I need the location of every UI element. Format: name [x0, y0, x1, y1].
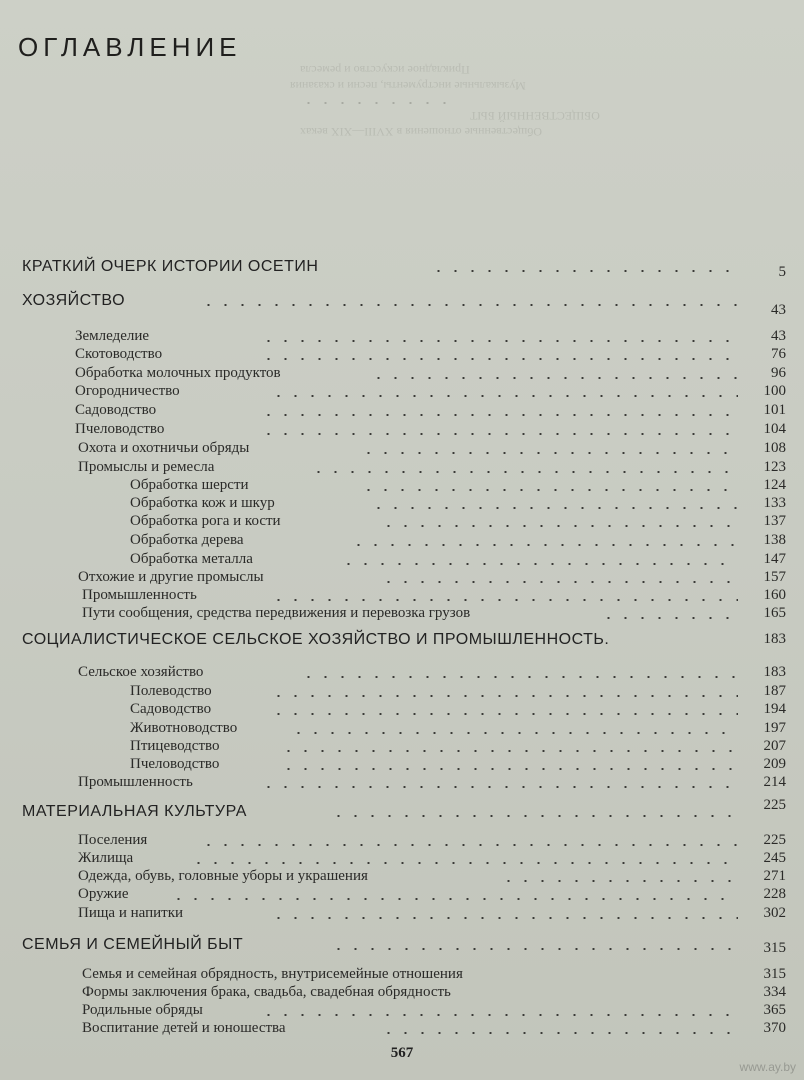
toc-section [0, 936, 804, 956]
toc-entry [0, 720, 804, 740]
toc-entry-page: 315 [763, 966, 786, 982]
toc-entry-title: Садоводство [75, 402, 157, 418]
toc-entry-title: СЕМЬЯ И СЕМЕЙНЫЙ БЫТ [22, 936, 244, 953]
toc-entry-title: Пути сообщения, средства передвижения и перевозка грузов [82, 605, 471, 621]
toc-entry-page: 160 [763, 587, 786, 603]
dot-leader [430, 270, 740, 272]
toc-entry-page: 137 [763, 513, 786, 529]
toc-entry-page: 207 [763, 738, 786, 754]
dot-leader [350, 544, 738, 546]
toc-entry-page: 194 [763, 701, 786, 717]
toc-entry [0, 440, 804, 460]
toc-entry-page: 43 [771, 302, 786, 318]
toc-entry-title: Обработка рога и кости [130, 513, 281, 529]
dot-leader [300, 676, 738, 678]
toc-entry-page: 5 [778, 264, 786, 280]
toc-entry-title: Обработка дерева [130, 532, 244, 548]
toc-section [0, 258, 804, 278]
dot-leader [600, 617, 738, 619]
toc-entry-title: КРАТКИЙ ОЧЕРК ИСТОРИИ ОСЕТИН [22, 258, 319, 275]
toc-entry-page: 165 [763, 605, 786, 621]
toc-entry-title: Промышленность [82, 587, 197, 603]
dot-leader [380, 1032, 738, 1034]
toc-entry-page: 100 [763, 383, 786, 399]
toc-entry-title: Садоводство [130, 701, 212, 717]
dot-leader [270, 395, 738, 397]
toc-entry-title: Жилища [78, 850, 134, 866]
toc-entry [0, 605, 804, 625]
toc-entry-title: МАТЕРИАЛЬНАЯ КУЛЬТУРА [22, 803, 247, 820]
toc-entry [0, 328, 804, 348]
bleed-through-text: ОБЩЕСТВЕННЫЙ БЫТ [470, 109, 600, 123]
dot-leader [270, 599, 738, 601]
toc-entry-page: 225 [763, 832, 786, 848]
toc-entry-page: 214 [763, 774, 786, 790]
bleed-through-text: Прикладное искусство и ремесла [300, 63, 470, 77]
toc-entry-title: Воспитание детей и юношества [82, 1020, 286, 1036]
toc-entry-title: Огородничество [75, 383, 180, 399]
toc-entry [0, 569, 804, 589]
toc-entry-title: Отхожие и другие промыслы [78, 569, 264, 585]
toc-entry [0, 832, 804, 852]
toc-entry [0, 868, 804, 888]
toc-entry-page: 334 [763, 984, 786, 1000]
toc-entry-page: 138 [763, 532, 786, 548]
dot-leader [360, 489, 738, 491]
toc-entry-page: 101 [763, 402, 786, 418]
toc-entry [0, 774, 804, 794]
toc-entry [0, 886, 804, 906]
site-watermark: www.ay.by [739, 1060, 796, 1074]
dot-leader [380, 525, 738, 527]
toc-entry-page: 43 [771, 328, 786, 344]
toc-entry-page: 157 [763, 569, 786, 585]
toc-entry [0, 532, 804, 552]
toc-entry-title: Скотоводство [75, 346, 163, 362]
toc-entry [0, 701, 804, 721]
toc-section [0, 797, 804, 823]
dot-leader [330, 948, 738, 950]
toc-entry-page: 370 [763, 1020, 786, 1036]
toc-entry-page: 124 [763, 477, 786, 493]
toc-entry-page: 197 [763, 720, 786, 736]
toc-entry-title: Пчеловодство [75, 421, 165, 437]
dot-leader [370, 377, 738, 379]
toc-entry-title: Пища и напитки [78, 905, 184, 921]
toc-entry-title: Охота и охотничьи обряды [78, 440, 250, 456]
toc-entry [0, 346, 804, 366]
toc-entry [0, 984, 804, 1004]
toc-entry-title: Промышленность [78, 774, 193, 790]
toc-entry [0, 459, 804, 479]
dot-leader [310, 471, 738, 473]
toc-entry [0, 421, 804, 441]
dot-leader [260, 786, 738, 788]
toc-entry-title: Поселения [78, 832, 148, 848]
dot-leader [280, 768, 738, 770]
dot-leader [380, 581, 738, 583]
toc-entry-title: Земледелие [75, 328, 150, 344]
toc-entry-title: Обработка шерсти [130, 477, 249, 493]
bleed-through-leader [300, 102, 450, 104]
bleed-through-text: Музыкальные инструменты, песни и сказания [290, 79, 526, 93]
dot-leader [270, 917, 738, 919]
dot-leader [190, 862, 738, 864]
toc-entry [0, 664, 804, 684]
toc-entry-page: 183 [763, 631, 786, 647]
toc-entry-title: Пчеловодство [130, 756, 220, 772]
dot-leader [260, 340, 738, 342]
toc-entry [0, 905, 804, 925]
dot-leader [260, 358, 738, 360]
toc-entry [0, 477, 804, 497]
toc-entry [0, 1020, 804, 1040]
toc-entry [0, 587, 804, 607]
toc-entry [0, 495, 804, 515]
toc-entry-title: ХОЗЯЙСТВО [22, 292, 126, 309]
toc-entry-page: 76 [771, 346, 786, 362]
toc-entry-page: 228 [763, 886, 786, 902]
toc-entry [0, 383, 804, 403]
toc-entry-title: Семья и семейная обрядность, внутрисемейные отношения [82, 966, 463, 982]
toc-entry [0, 551, 804, 571]
toc-entry [0, 1002, 804, 1022]
dot-leader [280, 750, 738, 752]
toc-entry [0, 513, 804, 533]
dot-leader [360, 452, 738, 454]
dot-leader [370, 507, 738, 509]
toc-entry-title: Обработка кож и шкур [130, 495, 275, 511]
toc-entry-page: 245 [763, 850, 786, 866]
dot-leader [340, 563, 738, 565]
toc-section [0, 631, 804, 651]
bleed-through-text: Общественные отношения в XVIII—XIX веках [300, 125, 543, 139]
toc-entry-title: Обработка металла [130, 551, 253, 567]
toc-entry-title: Формы заключения брака, свадьба, свадебная обрядность [82, 984, 451, 1000]
dot-leader [200, 304, 740, 306]
toc-entry [0, 402, 804, 422]
page-number: 567 [390, 1045, 414, 1061]
dot-leader [260, 433, 738, 435]
toc-entry-page: 225 [763, 797, 786, 813]
dot-leader [330, 815, 738, 817]
toc-entry-page: 147 [763, 551, 786, 567]
dot-leader [200, 844, 738, 846]
dot-leader [170, 898, 738, 900]
dot-leader [500, 880, 738, 882]
toc-entry-page: 133 [763, 495, 786, 511]
toc-entry-title: Промыслы и ремесла [78, 459, 215, 475]
toc-entry-page: 187 [763, 683, 786, 699]
toc-entry-page: 108 [763, 440, 786, 456]
toc-entry-title: Родильные обряды [82, 1002, 203, 1018]
toc-entry-page: 271 [763, 868, 786, 884]
toc-entry-title: СОЦИАЛИСТИЧЕСКОЕ СЕЛЬСКОЕ ХОЗЯЙСТВО И ПРОМЫШЛЕННОСТЬ. [22, 631, 610, 648]
toc-entry-page: 209 [763, 756, 786, 772]
toc-entry-page: 183 [763, 664, 786, 680]
toc-entry-title: Обработка молочных продуктов [75, 365, 281, 381]
page-title: ОГЛАВЛЕНИЕ [18, 32, 242, 62]
toc-entry [0, 756, 804, 776]
toc-entry-title: Полеводство [130, 683, 212, 699]
toc-entry-title: Животноводство [130, 720, 238, 736]
toc-entry [0, 850, 804, 870]
toc-entry [0, 365, 804, 385]
toc-entry-title: Сельское хозяйство [78, 664, 204, 680]
toc-entry-title: Птицеводство [130, 738, 220, 754]
dot-leader [260, 1014, 738, 1016]
toc-entry [0, 738, 804, 758]
dot-leader [260, 414, 738, 416]
toc-entry-page: 315 [763, 940, 786, 956]
toc-entry [0, 683, 804, 703]
toc-section [0, 292, 804, 318]
toc-entry-page: 365 [763, 1002, 786, 1018]
toc-entry-title: Оружие [78, 886, 129, 902]
toc-entry-page: 302 [763, 905, 786, 921]
toc-entry-page: 104 [763, 421, 786, 437]
dot-leader [270, 695, 738, 697]
toc-entry-title: Одежда, обувь, головные уборы и украшения [78, 868, 368, 884]
dot-leader [270, 713, 738, 715]
toc-entry-page: 96 [771, 365, 786, 381]
dot-leader [290, 732, 738, 734]
toc-entry [0, 966, 804, 986]
toc-entry-page: 123 [763, 459, 786, 475]
